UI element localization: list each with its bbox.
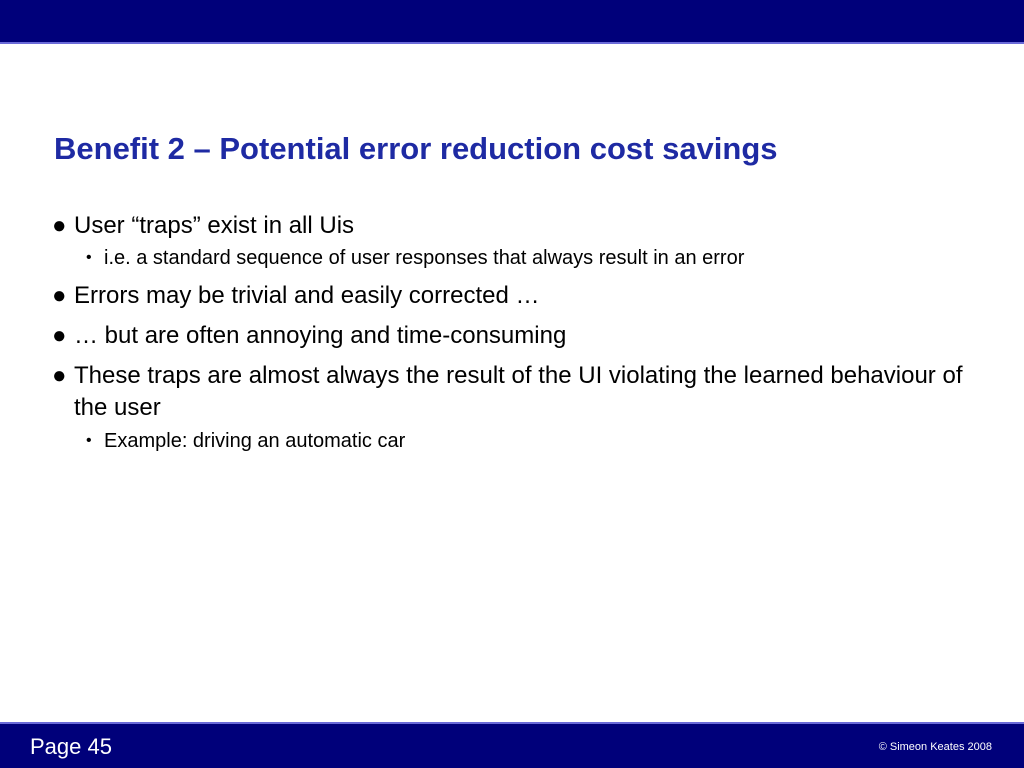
bullet-text: … but are often annoying and time-consuming [74, 322, 567, 349]
bullet-item [52, 280, 982, 312]
bullet-text: Errors may be trivial and easily corrected … [74, 282, 540, 309]
slide-content [52, 210, 982, 455]
bullet-dot-icon: ● [52, 212, 67, 239]
sub-bullet-dot-icon: • [86, 432, 92, 449]
bullet-item [52, 210, 982, 242]
page-number: Page 45 [30, 734, 112, 759]
top-banner [0, 0, 1024, 42]
top-divider [0, 42, 1024, 44]
bullet-text: User “traps” exist in all Uis [74, 212, 355, 239]
sub-bullet-item [52, 244, 982, 272]
bullet-text: These traps are almost always the result of the UI violating the learned behaviour of the user [74, 362, 963, 421]
bullet-dot-icon: ● [52, 362, 67, 389]
copyright-notice: © Simeon Keates 2008 [878, 741, 992, 753]
slide-title: Benefit 2 – Potential error reduction cost savings [54, 131, 778, 166]
bullet-item [52, 320, 982, 352]
sub-bullet-item [52, 427, 982, 455]
bottom-banner [0, 724, 1024, 768]
sub-bullet-text: i.e. a standard sequence of user responses that always result in an error [104, 247, 745, 269]
bullet-item [52, 360, 982, 424]
bullet-dot-icon: ● [52, 322, 67, 349]
bullet-dot-icon: ● [52, 282, 67, 309]
sub-bullet-text: Example: driving an automatic car [104, 430, 406, 452]
sub-bullet-dot-icon: • [86, 249, 92, 266]
